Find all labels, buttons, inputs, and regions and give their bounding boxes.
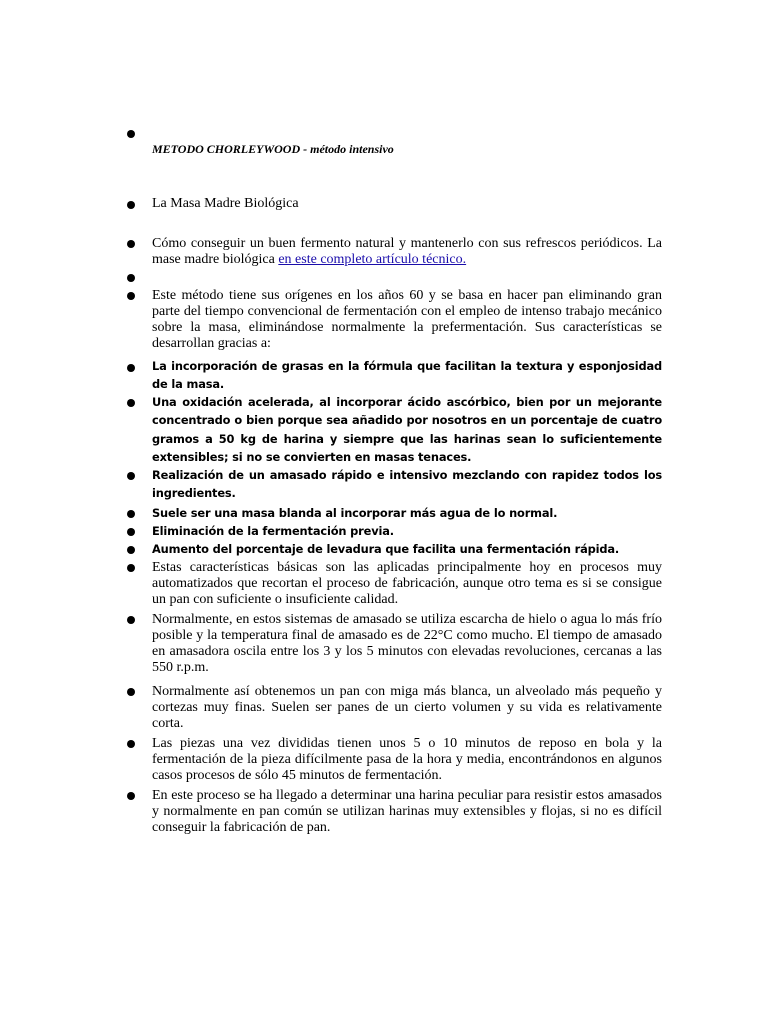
bullet-marker [127,240,135,248]
list-item: En este proceso se ha llegado a determinar una harina peculiar para resistir estos amasados y normalmente en pan común se utilizan harinas muy extensibles y flojas, si no es difícil conseguir la fabricación de pan. [152,788,662,835]
bullet-marker [127,472,135,480]
list-item: La Masa Madre Biológica [152,196,299,211]
list-item: Eliminación de la fermentación previa. [152,524,394,538]
bullet-marker [127,130,135,138]
list-item: Las piezas una vez divididas tienen unos 5 o 10 minutos de reposo en bola y la fermentación de la pieza difícilmente pasa de la hora y media, encontrándonos en algunos casos procesos de sólo 45 minutos de fermentación. [152,736,662,783]
bullet-marker [127,510,135,518]
list-item: Estas características básicas son las aplicadas principalmente hoy en procesos muy automatizados que recortan el proceso de fabricación, aunque otro tema es si se consigue un pan con suficiente o insuficiente calidad. [152,560,662,607]
list-item: Aumento del porcentaje de levadura que facilita una fermentación rápida. [152,542,620,556]
list-item: Este método tiene sus orígenes en los años 60 y se basa en hacer pan eliminando gran parte del tiempo convencional de fermentación con el empleo de intenso trabajo mecánico sobre la masa, eliminándose normalmente la prefermentación. Sus características se desarrollan gracias a: [152,288,662,351]
bullet-marker [127,546,135,554]
list-item: Realización de un amasado rápido e intensivo mezclando con rapidez todos los ingredientes. [152,468,662,501]
list-item-text: Cómo conseguir un buen fermento natural y mantenerlo con sus refrescos periódicos. La mase madre biológica [152,236,662,267]
bullet-marker [127,528,135,536]
bullet-marker [127,274,135,282]
bullet-marker [127,564,135,572]
list-item: La incorporación de grasas en la fórmula que facilitan la textura y esponjosidad de la masa. [152,359,662,392]
list-item [152,236,662,268]
bullet-marker [127,201,135,209]
bullet-marker [127,792,135,800]
bullet-marker [127,616,135,624]
list-item: Normalmente, en estos sistemas de amasado se utiliza escarcha de hielo o agua lo más frío posible y la temperatura final de amasado es de 22°C como mucho. El tiempo de amasado en amasadora oscila entre los 3 y los 5 minutos con elevadas revoluciones, cercanas a las 550 r.p.m. [152,612,662,675]
bullet-marker [127,292,135,300]
document-heading: METODO CHORLEYWOOD - método intensivo [152,142,394,156]
bullet-marker [127,688,135,696]
technical-article-link[interactable]: en este completo artículo técnico. [278,252,467,267]
bullet-marker [127,364,135,372]
list-item: Suele ser una masa blanda al incorporar más agua de lo normal. [152,506,558,520]
list-item: Normalmente así obtenemos un pan con miga más blanca, un alveolado más pequeño y cortezas muy finas. Suelen ser panes de un cierto volumen y su vida es relativamente corta. [152,684,662,731]
list-item: Una oxidación acelerada, al incorporar ácido ascórbico, bien por un mejorante concentrado o bien porque sea añadido por nosotros en un porcentaje de cuatro gramos a 50 kg de harina y siempre que las harinas sean lo suficientemente extensibles; si no se convierten en masas tenaces. [152,395,662,464]
bullet-marker [127,740,135,748]
bullet-marker [127,399,135,407]
